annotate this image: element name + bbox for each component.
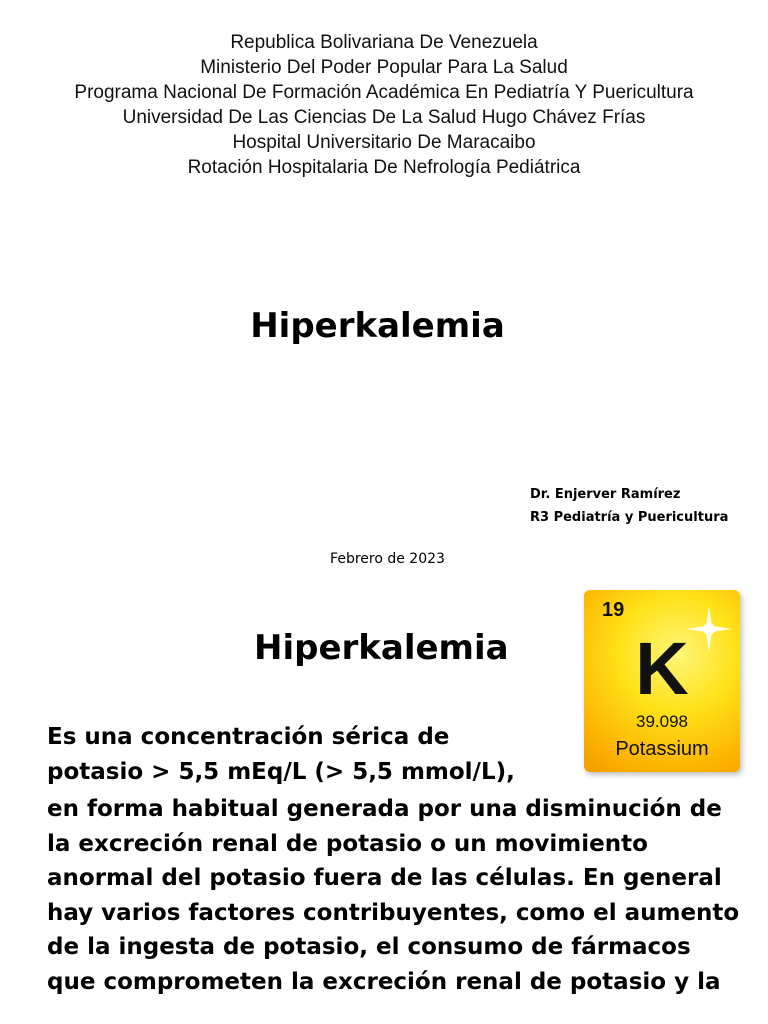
header-line: Ministerio Del Poder Popular Para La Salud <box>200 57 568 78</box>
definition-text <box>47 720 747 999</box>
header-line: Universidad De Las Ciencias De La Salud Hugo Chávez Frías <box>122 107 646 128</box>
element-symbol: K <box>635 627 689 710</box>
institution-header <box>0 30 768 180</box>
author-name: Dr. Enjerver Ramírez <box>530 487 681 502</box>
body-line: la excreción renal de potasio o un movimiento <box>47 830 648 857</box>
atomic-number: 19 <box>602 599 625 621</box>
author-block <box>530 483 728 529</box>
body-line: que comprometen la excreción renal de potasio y la <box>47 968 721 995</box>
header-line: Hospital Universitario De Maracaibo <box>232 132 536 153</box>
header-line: Programa Nacional De Formación Académica En Pediatría Y Puericultura <box>74 82 694 103</box>
definition-slide <box>0 590 768 1024</box>
element-name: Potassium <box>615 738 709 760</box>
body-line: hay varios factores contribuyentes, como el aumento <box>47 899 740 926</box>
body-line: de la ingesta de potasio, el consumo de fármacos <box>47 934 691 960</box>
atomic-mass: 39.098 <box>636 712 688 731</box>
header-line: Rotación Hospitalaria De Nefrología Pediátrica <box>187 157 581 178</box>
author-role: R3 Pediatría y Puericultura <box>530 510 729 525</box>
body-line: anormal del potasio fuera de las células. En general <box>47 865 722 891</box>
presentation-date: Febrero de 2023 <box>330 551 445 567</box>
body-line: en forma habitual generada por una disminución de <box>47 796 722 822</box>
header-line: Republica Bolivariana De Venezuela <box>230 32 538 53</box>
slide-title: Hiperkalemia <box>250 306 505 346</box>
definition-line: Es una concentración sérica de <box>47 724 450 750</box>
slide-title: Hiperkalemia <box>254 628 509 668</box>
definition-line: potasio > 5,5 mEq/L (> 5,5 mmol/L), <box>47 758 515 785</box>
